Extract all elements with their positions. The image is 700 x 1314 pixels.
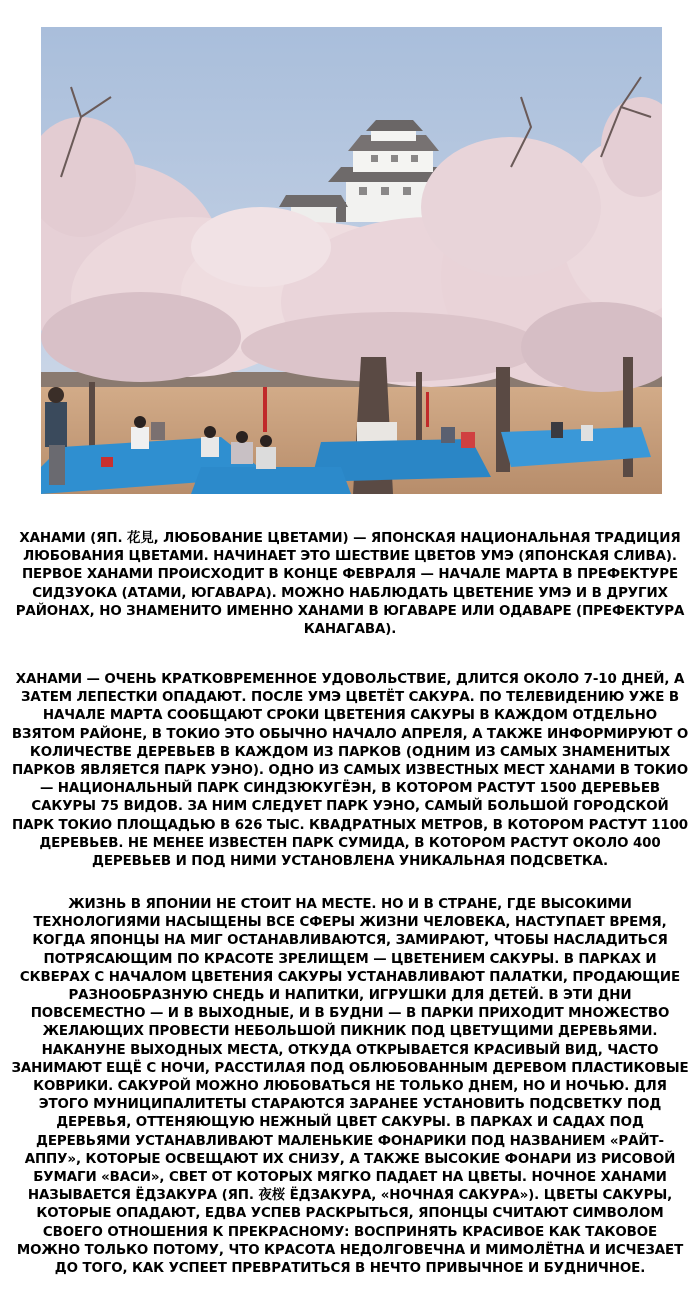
- cherry-blossom-castle-photo: [41, 27, 662, 494]
- red-pole: [426, 392, 429, 427]
- red-pole: [263, 387, 267, 432]
- article-paragraph-1: ХАНАМИ (ЯП. 花見, ЛЮБОВАНИЕ ЦВЕТАМИ) — ЯПОНСКАЯ НАЦИОНАЛЬНАЯ ТРАДИЦИЯ ЛЮБОВАНИЯ ЦВЕТАМИ. НАЧИНАЕТ ЭТО ШЕСТВИЕ ЦВЕТОВ УМЭ (ЯПОНСКАЯ СЛИВА). ПЕРВОЕ ХАНАМИ ПРОИСХОДИТ В КОНЦЕ ФЕВРАЛЯ — НАЧАЛЕ МАРТА В ПРЕФЕКТУРЕ СИДЗУОКА (АТАМИ, ЮГАВАРА). МОЖНО НАБЛЮДАТЬ ЦВЕТЕНИЕ УМЭ И В ДРУГИХ РАЙОНАХ, НО ЗНАМЕНИТО ИМЕННО ХАНАМИ В ЮГАВАРЕ ИЛИ ОДАВАРЕ (ПРЕФЕКТУРА КАНАГАВА).: [15, 531, 685, 638]
- article-paragraph-3: ЖИЗНЬ В ЯПОНИИ НЕ СТОИТ НА МЕСТЕ. НО И В СТРАНЕ, ГДЕ ВЫСОКИМИ ТЕХНОЛОГИЯМИ НАСЫЩЕНЫ ВСЕ СФЕРЫ ЖИЗНИ ЧЕЛОВЕКА, НАСТУПАЕТ ВРЕМЯ, КОГДА ЯПОНЦЫ НА МИГ ОСТАНАВЛИВАЮТСЯ, ЗАМИРАЮТ, ЧТОБЫ НАСЛАДИТЬСЯ ПОТРЯСАЮЩИМ ПО КРАСОТЕ ЗРЕЛИЩЕМ — ЦВЕТЕНИЕМ САКУРЫ. В ПАРКАХ И СКВЕРАХ С НАЧАЛОМ ЦВЕТЕНИЯ САКУРЫ УСТАНАВЛИВАЮТ ПАЛАТКИ, ПРОДАЮЩИЕ РАЗНООБРАЗНУЮ СНЕДЬ И НАПИТКИ, ИГРУШКИ ДЛЯ ДЕТЕЙ. В ЭТИ ДНИ ПОВСЕМЕСТНО — И В ВЫХОДНЫЕ, И В БУДНИ — В ПАРКИ ПРИХОДИТ МНОЖЕСТВО ЖЕЛАЮЩИХ ПРОВЕСТИ НЕБОЛЬШОЙ ПИКНИК ПОД ЦВЕТУЩИМИ ДЕРЕВЬЯМИ. НАКАНУНЕ ВЫХОДНЫХ МЕСТА, ОТКУДА ОТКРЫВАЕТСЯ КРАСИВЫЙ ВИД, ЧАСТО ЗАНИМАЮТ ЕЩЁ С НОЧИ, РАССТИЛАЯ ПОД ОБЛЮБОВАННЫМ ДЕРЕВОМ ПЛАСТИКОВЫЕ КОВРИКИ. САКУРОЙ МОЖНО ЛЮБОВАТЬСЯ НЕ ТОЛЬКО ДНЕМ, НО И НОЧЬЮ. ДЛЯ ЭТОГО МУНИЦИПАЛИТЕТЫ СТАРАЮТСЯ ЗАРАНЕЕ УСТАНОВИТЬ ПОДСВЕТКУ ПОД ДЕРЕВЬЯ, ОТТЕНЯЮЩУЮ НЕЖНЫЙ ЦВЕТ САКУРЫ. В ПАРКАХ И САДАХ ПОД ДЕРЕВЬЯМИ УСТАНАВЛИВАЮТ МАЛЕНЬКИЕ ФОНАРИКИ ПОД НАЗВАНИЕМ «РАЙТ-АППУ», КОТОРЫЕ ОСВЕЩАЮТ ИХ СНИЗУ, А ТАКЖЕ ВЫСОКИЕ ФОНАРИ ИЗ РИСОВОЙ БУМАГИ «ВАСИ», СВЕТ ОТ КОТОРЫХ МЯГКО ПАДАЕТ НА ЦВЕТЫ. НОЧНОЕ ХАНАМИ НАЗЫВАЕТСЯ ЁДЗАКУРА (ЯП. 夜桜 ЁДЗАКУРА, «НОЧНАЯ САКУРА»). ЦВЕТЫ САКУРЫ, КОТОРЫЕ ОПАДАЮТ, ЕДВА УСПЕВ РАСКРЫТЬСЯ, ЯПОНЦЫ СЧИТАЮТ СИМВОЛОМ СВОЕГО ОТНОШЕНИЯ К ПРЕКРАСНОМУ: ВОСПРИНЯТЬ КРАСИВОЕ КАК ТАКОВОЕ МОЖНО ТОЛЬКО ПОТОМУ, ЧТО КРАСОТА НЕДОЛГОВЕЧНА И МИМОЛЁТНА И ИСЧЕЗАЕТ ДО ТОГО, КАК УСПЕЕТ ПРЕВРАТИТЬСЯ В НЕЧТО ПРИВЫЧНОЕ И БУДНИЧНОЕ.: [11, 897, 689, 1277]
- photo-illustration: [41, 27, 662, 494]
- article-paragraph-2: ХАНАМИ — ОЧЕНЬ КРАТКОВРЕМЕННОЕ УДОВОЛЬСТВИЕ, ДЛИТСЯ ОКОЛО 7-10 ДНЕЙ, А ЗАТЕМ ЛЕПЕСТКИ ОПАДАЮТ. ПОСЛЕ УМЭ ЦВЕТЁТ САКУРА. ПО ТЕЛЕВИДЕНИЮ УЖЕ В НАЧАЛЕ МАРТА СООБЩАЮТ СРОКИ ЦВЕТЕНИЯ САКУРЫ В КАЖДОМ ОТДЕЛЬНО ВЗЯТОМ РАЙОНЕ, В ТОКИО ЭТО ОБЫЧНО НАЧАЛО АПРЕЛЯ, А ТАКЖЕ ИНФОРМИРУЮТ О КОЛИЧЕСТВЕ ДЕРЕВЬЕВ В КАЖДОМ ИЗ ПАРКОВ (ОДНИМ ИЗ САМЫХ ЗНАМЕНИТЫХ ПАРКОВ ЯВЛЯЕТСЯ ПАРК УЭНО). ОДНО ИЗ САМЫХ ИЗВЕСТНЫХ МЕСТ ХАНАМИ В ТОКИО — НАЦИОНАЛЬНЫЙ ПАРК СИНДЗЮКУГЁЭН, В КОТОРОМ РАСТУТ 1500 ДЕРЕВЬЕВ САКУРЫ 75 ВИДОВ. ЗА НИМ СЛЕДУЕТ ПАРК УЭНО, САМЫЙ БОЛЬШОЙ ГОРОДСКОЙ ПАРК ТОКИО ПЛОЩАДЬЮ В 626 ТЫС. КВАДРАТНЫХ МЕТРОВ, В КОТОРОМ РАСТУТ 1100 ДЕРЕВЬЕВ. НЕ МЕНЕЕ ИЗВЕСТЕН ПАРК СУМИДА, В КОТОРОМ РАСТУТ ОКОЛО 400 ДЕРЕВЬЕВ И ПОД НИМИ УСТАНОВЛЕНА УНИКАЛЬНАЯ ПОДСВЕТКА.: [11, 672, 689, 870]
